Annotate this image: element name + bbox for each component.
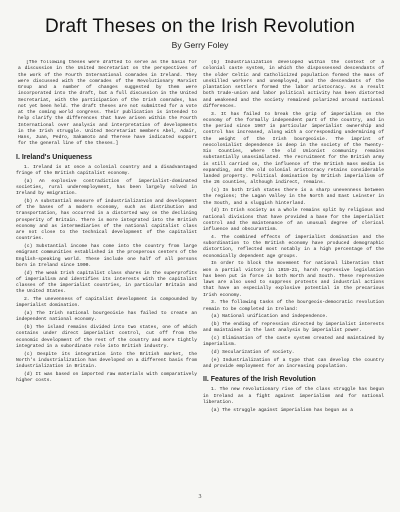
intro-paragraph: [The following theses were drafted to serve as the basis for a discussion in the United Secretariat on the perspectives of the work of the Fourth International comrades in Ireland. They were discussed with the comrades of the Revolutionary Marxist Group and a number of changes suggested by them were incorporated into the draft, but a full discussion in the United Secretariat, with the participation of the Irish comrades, has not yet been held. The draft theses are not submitted for a vote at the coming world congress. Their publication is intended to help clarify the differences that have arisen within the Fourth International over analysis and interpretation of developments in the Irish struggle. United Secretariat members Abel, Adair, Hans, Juan, Pedro, Sakamoto and Therese have indicated support for the general line of the theses.] [18,60,197,147]
document-title: Draft Theses on the Irish Revolution [45,16,355,37]
body-paragraph: (b) The ending of repression directed by imperialist interests and maintained in the last analysis by imperialist power. [203,322,384,334]
body-paragraph: (c) Despite its integration into the British market, the North's industrialization has developed on a different basis from industrialization in Britain. [16,351,197,369]
body-paragraph: (d) The weak Irish capitalist class shares in the superprofits of imperialism and identifies its interests with the capitalist classes of the imperialist countries, in particular Britain and the United States. [16,270,197,295]
body-paragraph: (a) National unification and independence. [211,314,328,320]
body-paragraph: (d) Secularization of society. [211,350,295,355]
left-column [16,60,197,484]
body-paragraph: 2. The unevenness of capitalist development is compounded by imperialist domination. [16,297,197,309]
body-paragraph: 4. The combined effects of imperialist domination and the subordination to the British economy have produced demographic distortion, reflected most notably in a high percentage of the economically dependent age groups. [203,234,384,259]
body-paragraph: In order to block the movement for national liberation that won a partial victory in 1919-21, harsh repressive legislation has been put in force in both North and South. These repressive laws are also used to suppress protests and industrial actions that have an especially explosive potential in the precarious Irish economy. [203,261,384,298]
section-heading: II. Features of the Irish Revolution [203,376,316,384]
body-paragraph: (c) In both Irish states there is a sharp unevenness between the regions; the Lagan Valley in the North and East Leinster in the South, and a sluggish hinterland. [203,188,384,206]
body-paragraph: 3. The following tasks of the bourgeois-democratic revolution remain to be completed in Ireland: [203,300,384,312]
editorial-intro [18,60,197,148]
body-paragraph: 3. It has failed to break the grip of imperialism on the economy of the formally independent part of the country, and in the period since 1967 in particular imperialist ownership and control has increased, along with a corresponding undermining of the weight of the Irish bourgeoisie. The imprint of neocolonialist dependence is deep in the society of the Twenty-Six Counties, where the old Unionist community remains substantially unassimilated. The recruitment for the British army is still carried on, the influence of the British mass media is expanding, and the old colonial aristocracy retains considerable landed property. Political domination by British imperialism of the 26 counties, although indirect, remains. [203,111,384,186]
body-paragraph: (d) In Irish society as a whole remains split by religious and national divisions that have provided a base for the imperialist control and the maintenance of an unusual degree of clerical influence and obscurantism. [203,208,384,232]
body-paragraph: 1. Ireland is at once a colonial country and a disadvantaged fringe of the British capitalist economy. [16,164,197,176]
right-column [203,60,384,484]
body-paragraph: (c) Substantial income has come into the country from large emigrant communities established in the prosperous centers of the English-speaking world. These include one half of all persons born in Ireland since 1900. [16,244,197,268]
body-paragraph: (d) It was based on imported raw materials with comparatively higher costs. [16,371,197,383]
body-paragraph: 1. The new revolutionary rise of the class struggle has begun in Ireland as a fight against imperialism and for national liberation. [203,387,384,405]
body-paragraph: (c) Elimination of the caste system created and maintained by imperialism. [203,336,384,348]
body-paragraph: (e) Industrialization of a type that can develop the country and provide employment for an increasing population. [203,357,384,369]
author-byline: By Gerry Foley [171,40,229,50]
body-paragraph: (b) The island remains divided into two states, one of which contains under direct imperialist control, cut off from the economic development of the rest of the country and more tightly integrated in a subordinate role into British industry. [16,325,197,349]
body-paragraph: (a) The Irish national bourgeoisie has failed to create an independent national economy. [16,311,197,323]
body-paragraph: (a) An explosive contradiction of imperialist-dominated societies, rural underemployment, has been largely solved in Ireland by emigration. [16,178,197,196]
body-paragraph: (b) A substantial measure of industrialization and development of the bases of a modern economy, such as distribution and transportation, has occurred in a distorted way on the declining prosperity of Britain. There is more integrated into the British economy and as intermediaries of the national capitalist class are not close to the technical development of the capitalist countries. [16,198,197,242]
page-number: 3 [198,494,202,500]
section-heading: I. Ireland's Uniqueness [16,153,92,161]
body-paragraph: (b) Industrialization developed within the context of a colonial caste system, in which the dispossessed descendants of the older Celtic and Catholicized population formed the mass of unskilled workers and unemployed, and the descendants of the plantation settlers formed the labor aristocracy. As a result both trade-union and labor political activity has been distorted and weakened and the society remained polarized around national differences. [203,60,384,109]
body-paragraph: (a) The struggle against imperialism has begun as a [211,407,354,413]
